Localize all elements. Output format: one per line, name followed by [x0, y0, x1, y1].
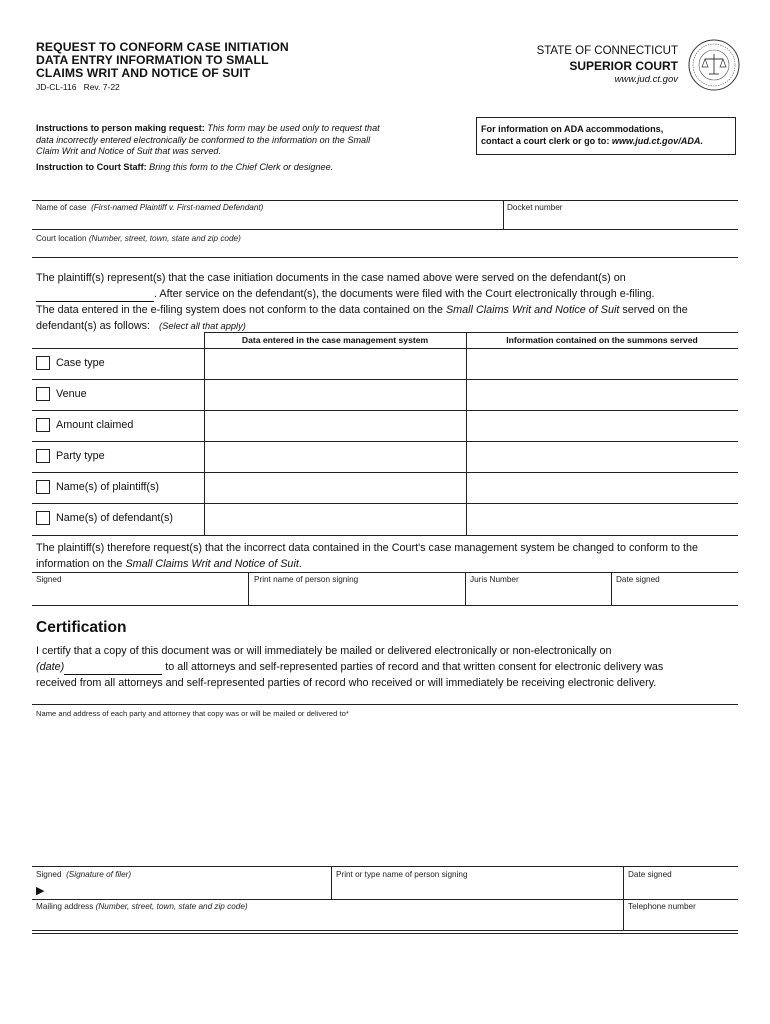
signed-field[interactable]: Signed [36, 575, 62, 584]
divider [611, 572, 612, 605]
divider [331, 866, 332, 899]
divider [32, 257, 738, 258]
parties-address-field[interactable]: Name and address of each party and attorney that copy was or will be mailed or delivered to* [36, 709, 349, 718]
staff-instructions-text: Bring this form to the Chief Clerk or designee. [149, 162, 334, 172]
certification-title: Certification [36, 619, 127, 636]
table-border [32, 379, 738, 380]
staff-instructions-label: Instruction to Court Staff: [36, 162, 147, 172]
court-name: SUPERIOR COURT [569, 59, 678, 73]
divider [503, 200, 504, 229]
amount-claimed-checkbox[interactable] [36, 418, 50, 432]
column-header-system-data: Data entered in the case management system [241, 335, 429, 345]
sign-here-arrow-icon: ▶ [36, 885, 45, 897]
certification-line-2: (date) to all attorneys and self-represented parties of record and that written consent for electronic delivery was [36, 661, 664, 673]
table-row-plaintiffs[interactable]: Name(s) of plaintiff(s) [36, 480, 159, 494]
ada-line-1: For information on ADA accommodations, [481, 124, 664, 134]
party-type-checkbox[interactable] [36, 449, 50, 463]
table-row-venue[interactable]: Venue [36, 387, 87, 401]
print-name-field[interactable]: Print name of person signing [254, 575, 359, 584]
form-title-line-3: CLAIMS WRIT AND NOTICE OF SUIT [36, 66, 251, 80]
certification-line-3: received from all attorneys and self-represented parties of record who received or will immediately be receiving electronic delivery. [36, 677, 657, 689]
table-row-amount-claimed[interactable]: Amount claimed [36, 418, 133, 432]
requester-instructions [36, 123, 381, 158]
divider [465, 572, 466, 605]
juris-number-field[interactable]: Juris Number [470, 575, 519, 584]
name-of-case-field[interactable]: Name of case (First-named Plaintiff v. First-named Defendant) [36, 203, 264, 212]
table-border [32, 348, 738, 349]
table-row-defendants[interactable]: Name(s) of defendant(s) [36, 511, 173, 525]
certification-date-field[interactable] [64, 662, 162, 675]
venue-checkbox[interactable] [36, 387, 50, 401]
statement-paragraph [36, 270, 736, 334]
ada-link[interactable]: www.jud.ct.gov/ADA. [611, 135, 703, 146]
form-title-line-2: DATA ENTRY INFORMATION TO SMALL [36, 53, 269, 67]
court-location-field[interactable]: Court location (Number, street, town, state and zip code) [36, 234, 241, 243]
divider [623, 866, 624, 930]
form-title [36, 41, 289, 80]
divider [32, 866, 738, 867]
telephone-number-field[interactable]: Telephone number [628, 902, 696, 911]
mailing-address-field[interactable]: Mailing address (Number, street, town, state and zip code) [36, 902, 248, 911]
table-border [32, 535, 738, 536]
court-seal-icon [688, 39, 740, 91]
divider [32, 605, 738, 606]
form-revision: Rev. 7-22 [83, 82, 120, 92]
service-date-field[interactable] [36, 289, 154, 302]
table-border [32, 472, 738, 473]
requester-instructions-label: Instructions to person making request: [36, 123, 205, 133]
divider [248, 572, 249, 605]
table-border [32, 503, 738, 504]
form-number-line [36, 82, 120, 92]
filer-date-signed-field[interactable]: Date signed [628, 870, 672, 879]
form-title-line-1: REQUEST TO CONFORM CASE INITIATION [36, 40, 289, 54]
request-paragraph [36, 540, 736, 572]
table-border [32, 441, 738, 442]
table-border [32, 410, 738, 411]
request-line-1: The plaintiff(s) therefore request(s) that the incorrect data contained in the Court's case management system be changed to conform to the [36, 542, 699, 554]
state-name: STATE OF CONNECTICUT [536, 45, 678, 57]
filer-print-name-field[interactable]: Print or type name of person signing [336, 870, 468, 879]
filer-signature-field[interactable]: Signed (Signature of filer) [36, 870, 132, 879]
column-header-summons-info: Information contained on the summons served [506, 335, 698, 345]
date-signed-field[interactable]: Date signed [616, 575, 660, 584]
divider [32, 200, 738, 201]
docket-number-field[interactable]: Docket number [507, 203, 563, 212]
statement-line-4: defendant(s) as follows: (Select all that apply) [36, 320, 246, 332]
ada-info-box [476, 117, 736, 155]
defendants-checkbox[interactable] [36, 511, 50, 525]
request-line-2: information on the Small Claims Writ and Notice of Suit. [36, 558, 302, 570]
table-row-party-type[interactable]: Party type [36, 449, 105, 463]
divider [32, 930, 738, 931]
form-number: JD-CL-116 [36, 82, 77, 92]
table-border [204, 332, 738, 333]
certification-paragraph [36, 643, 736, 691]
divider [32, 933, 738, 934]
statement-line-2: . After service on the defendant(s), the documents were filed with the Court electronically through e-filing. [36, 286, 736, 302]
plaintiffs-checkbox[interactable] [36, 480, 50, 494]
ada-line-2: contact a court clerk or go to: www.jud.ct.gov/ADA. [481, 135, 703, 146]
table-border [466, 332, 467, 535]
court-website: www.jud.ct.gov [614, 74, 678, 85]
certification-line-1: I certify that a copy of this document was or will immediately be mailed or delivered electronically or non-electronically on [36, 645, 612, 657]
table-row-case-type[interactable]: Case type [36, 356, 105, 370]
divider [32, 704, 738, 705]
statement-line-1: The plaintiff(s) represent(s) that the case initiation documents in the case named above were served on the defendant(s) on [36, 272, 626, 284]
case-type-checkbox[interactable] [36, 356, 50, 370]
divider [32, 229, 738, 230]
divider [32, 572, 738, 573]
requester-instructions-text: This form may be used only to request that data incorrectly entered electronically be conformed to the information on the Small Claim Writ and Notice of Suit that was served. [36, 123, 380, 156]
table-border [204, 332, 205, 535]
statement-line-3: The data entered in the e-filing system does not conform to the data contained on the Small Claims Writ and Notice of Suit served on the [36, 304, 688, 316]
divider [32, 899, 738, 900]
staff-instructions [36, 162, 333, 172]
